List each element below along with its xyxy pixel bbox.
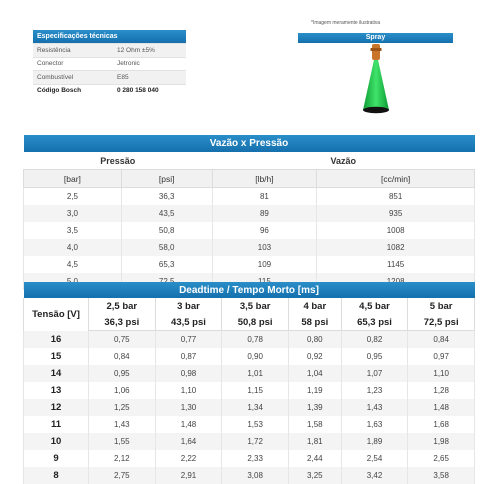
deadtime-cell: 0,90 — [222, 348, 289, 365]
deadtime-table — [23, 282, 475, 484]
spec-title: Especificações técnicas — [33, 30, 186, 44]
deadtime-cell: 2,91 — [155, 467, 222, 484]
spec-value: 0 280 158 040 — [113, 84, 186, 97]
spray-image — [350, 44, 402, 116]
table-row — [24, 239, 475, 256]
table-row — [24, 331, 475, 349]
table-row — [24, 416, 475, 433]
flow-cell: 851 — [317, 188, 475, 206]
psi-header: 36,3 psi — [89, 314, 156, 331]
deadtime-cell: 3,08 — [222, 467, 289, 484]
voltage-cell: 8 — [24, 467, 89, 484]
deadtime-cell: 2,65 — [408, 450, 475, 467]
flow-cell: 43,5 — [121, 205, 212, 222]
deadtime-cell: 1,10 — [408, 365, 475, 382]
voltage-cell: 10 — [24, 433, 89, 450]
spec-row — [33, 84, 186, 97]
flow-cell: 4,5 — [24, 256, 122, 273]
flow-group-flow: Vazão — [212, 152, 474, 170]
deadtime-cell: 1,68 — [408, 416, 475, 433]
spec-row — [33, 57, 186, 71]
deadtime-cell: 1,89 — [341, 433, 408, 450]
spec-row — [33, 44, 186, 58]
flow-cell: 81 — [212, 188, 317, 206]
flow-title: Vazão x Pressão — [24, 135, 475, 152]
flow-cell: 65,3 — [121, 256, 212, 273]
flow-unit: [psi] — [121, 170, 212, 188]
spec-key: Código Bosch — [33, 84, 113, 97]
bar-header: 5 bar — [408, 298, 475, 314]
deadtime-cell: 0,80 — [288, 331, 341, 349]
deadtime-cell: 0,95 — [89, 365, 156, 382]
deadtime-cell: 2,75 — [89, 467, 156, 484]
voltage-cell: 11 — [24, 416, 89, 433]
flow-cell: 89 — [212, 205, 317, 222]
bar-header: 4,5 bar — [341, 298, 408, 314]
deadtime-cell: 0,77 — [155, 331, 222, 349]
voltage-cell: 12 — [24, 399, 89, 416]
flow-cell: 103 — [212, 239, 317, 256]
deadtime-cell: 1,48 — [155, 416, 222, 433]
psi-header: 72,5 psi — [408, 314, 475, 331]
table-row — [24, 365, 475, 382]
bar-header: 4 bar — [288, 298, 341, 314]
deadtime-cell: 1,43 — [89, 416, 156, 433]
flow-cell: 58,0 — [121, 239, 212, 256]
flow-unit: [bar] — [24, 170, 122, 188]
deadtime-cell: 1,19 — [288, 382, 341, 399]
deadtime-cell: 1,06 — [89, 382, 156, 399]
deadtime-cell: 1,04 — [288, 365, 341, 382]
deadtime-cell: 1,53 — [222, 416, 289, 433]
deadtime-cell: 1,15 — [222, 382, 289, 399]
spec-value: Jetronic — [113, 57, 186, 71]
table-row — [24, 399, 475, 416]
psi-header: 43,5 psi — [155, 314, 222, 331]
voltage-header: Tensão [V] — [24, 298, 89, 331]
deadtime-title: Deadtime / Tempo Morto [ms] — [24, 282, 475, 298]
spec-value: 12 Ohm ±5% — [113, 44, 186, 58]
deadtime-cell: 0,84 — [89, 348, 156, 365]
deadtime-cell: 0,95 — [341, 348, 408, 365]
deadtime-cell: 0,92 — [288, 348, 341, 365]
flow-cell: 3,0 — [24, 205, 122, 222]
deadtime-cell: 0,97 — [408, 348, 475, 365]
deadtime-cell: 1,07 — [341, 365, 408, 382]
voltage-cell: 9 — [24, 450, 89, 467]
deadtime-cell: 1,28 — [408, 382, 475, 399]
deadtime-cell: 3,42 — [341, 467, 408, 484]
deadtime-cell: 0,98 — [155, 365, 222, 382]
flow-cell: 109 — [212, 256, 317, 273]
voltage-cell: 14 — [24, 365, 89, 382]
table-row — [24, 382, 475, 399]
deadtime-cell: 2,44 — [288, 450, 341, 467]
deadtime-cell: 0,82 — [341, 331, 408, 349]
flow-cell: 1145 — [317, 256, 475, 273]
psi-header: 65,3 psi — [341, 314, 408, 331]
deadtime-cell: 1,43 — [341, 399, 408, 416]
deadtime-cell: 1,39 — [288, 399, 341, 416]
deadtime-cell: 2,12 — [89, 450, 156, 467]
spec-key: Conector — [33, 57, 113, 71]
deadtime-cell: 0,87 — [155, 348, 222, 365]
voltage-cell: 13 — [24, 382, 89, 399]
deadtime-cell: 1,81 — [288, 433, 341, 450]
spray-cone-icon — [363, 60, 389, 110]
deadtime-cell: 1,98 — [408, 433, 475, 450]
deadtime-cell: 0,78 — [222, 331, 289, 349]
injector-body-icon — [372, 44, 380, 60]
deadtime-cell: 1,23 — [341, 382, 408, 399]
table-row — [24, 467, 475, 484]
deadtime-cell: 2,22 — [155, 450, 222, 467]
table-row — [24, 188, 475, 206]
illustrative-note: *Imagem meramente ilustrativa — [311, 20, 381, 26]
voltage-cell: 15 — [24, 348, 89, 365]
flow-cell: 50,8 — [121, 222, 212, 239]
deadtime-cell: 1,63 — [341, 416, 408, 433]
deadtime-cell: 1,30 — [155, 399, 222, 416]
flow-group-pressure: Pressão — [24, 152, 213, 170]
spray-base-icon — [363, 107, 389, 113]
deadtime-cell: 1,72 — [222, 433, 289, 450]
psi-header: 58 psi — [288, 314, 341, 331]
psi-header: 50,8 psi — [222, 314, 289, 331]
spec-value: E85 — [113, 71, 186, 85]
deadtime-cell: 1,01 — [222, 365, 289, 382]
spec-key: Resistência — [33, 44, 113, 58]
table-row — [24, 433, 475, 450]
deadtime-cell: 1,10 — [155, 382, 222, 399]
flow-cell: 1008 — [317, 222, 475, 239]
deadtime-cell: 1,64 — [155, 433, 222, 450]
bar-header: 2,5 bar — [89, 298, 156, 314]
bar-header: 3,5 bar — [222, 298, 289, 314]
deadtime-cell: 1,58 — [288, 416, 341, 433]
flow-unit: [lb/h] — [212, 170, 317, 188]
deadtime-cell: 2,54 — [341, 450, 408, 467]
deadtime-cell: 0,84 — [408, 331, 475, 349]
flow-cell: 3,5 — [24, 222, 122, 239]
deadtime-cell: 1,48 — [408, 399, 475, 416]
flow-cell: 1082 — [317, 239, 475, 256]
flow-cell: 4,0 — [24, 239, 122, 256]
spec-row — [33, 71, 186, 85]
deadtime-cell: 1,55 — [89, 433, 156, 450]
flow-cell: 935 — [317, 205, 475, 222]
table-row — [24, 348, 475, 365]
bar-header: 3 bar — [155, 298, 222, 314]
deadtime-cell: 2,33 — [222, 450, 289, 467]
flow-cell: 36,3 — [121, 188, 212, 206]
flow-cell: 2,5 — [24, 188, 122, 206]
table-row — [24, 222, 475, 239]
spray-title: Spray — [298, 33, 453, 43]
flow-cell: 96 — [212, 222, 317, 239]
injector-ring-icon — [371, 48, 382, 51]
table-row — [24, 256, 475, 273]
table-row — [24, 450, 475, 467]
table-row — [24, 205, 475, 222]
voltage-cell: 16 — [24, 331, 89, 349]
deadtime-cell: 1,25 — [89, 399, 156, 416]
spec-key: Combustível — [33, 71, 113, 85]
flow-table — [23, 135, 475, 290]
deadtime-cell: 0,75 — [89, 331, 156, 349]
flow-unit: [cc/min] — [317, 170, 475, 188]
deadtime-cell: 3,25 — [288, 467, 341, 484]
spec-table — [33, 30, 186, 97]
deadtime-cell: 1,34 — [222, 399, 289, 416]
deadtime-cell: 3,58 — [408, 467, 475, 484]
